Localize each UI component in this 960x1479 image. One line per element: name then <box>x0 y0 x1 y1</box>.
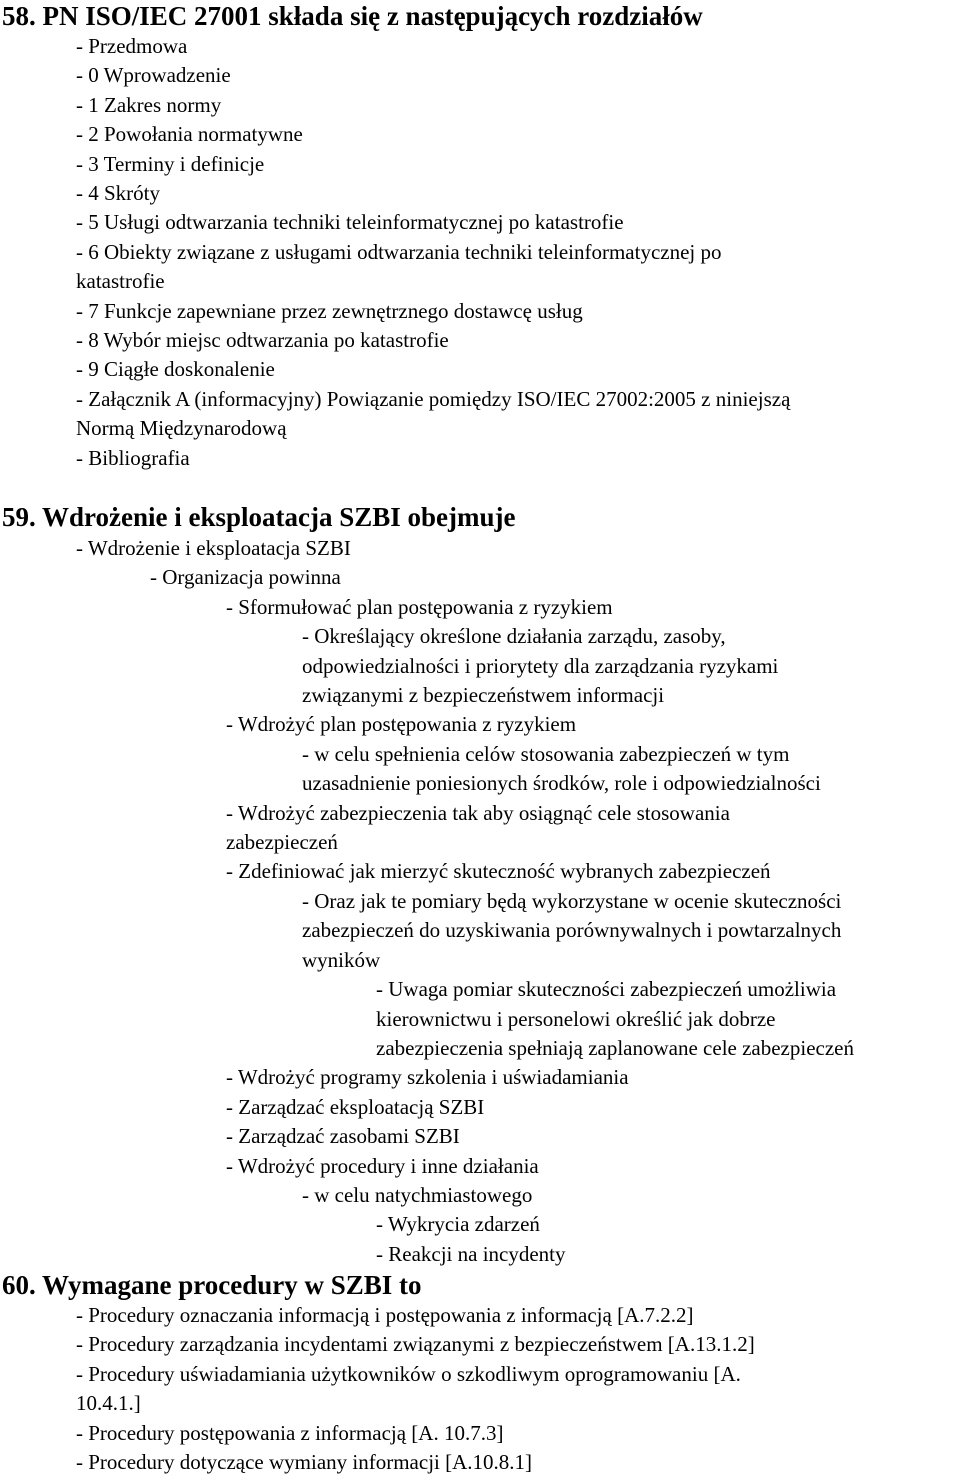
list-item: - Określający określone działania zarządu, zasoby, <box>302 624 726 649</box>
list-item: - Zarządzać eksploatacją SZBI <box>226 1094 485 1119</box>
section-heading: 60. Wymagane procedury w SZBI to <box>2 1270 422 1300</box>
list-item: - 6 Obiekty związane z usługami odtwarzania techniki teleinformatycznej po <box>76 239 722 264</box>
list-item: - Oraz jak te pomiary będą wykorzystane w ocenie skuteczności <box>302 888 842 913</box>
list-item: zabezpieczenia spełniają zaplanowane cele zabezpieczeń <box>376 1035 854 1060</box>
list-item: - Uwaga pomiar skuteczności zabezpieczeń umożliwia <box>376 977 837 1002</box>
list-item: - Procedury zarządzania incydentami związanymi z bezpieczeństwem [A.13.1.2] <box>76 1332 755 1357</box>
list-item: - 7 Funkcje zapewniane przez zewnętrznego dostawcę usług <box>76 298 583 323</box>
list-item: katastrofie <box>76 269 165 294</box>
list-item: 10.4.1.] <box>76 1391 141 1416</box>
list-item: związanymi z bezpieczeństwem informacji <box>302 683 665 708</box>
list-item: - Przedmowa <box>76 34 188 58</box>
section-59 <box>0 502 854 1269</box>
list-item: - 1 Zakres normy <box>76 92 222 117</box>
list-item: - Procedury uświadamiania użytkowników o szkodliwym oprogramowaniu [A. <box>76 1361 741 1386</box>
list-item: - 5 Usługi odtwarzania techniki teleinformatycznej po katastrofie <box>76 210 624 235</box>
list-item: - w celu natychmiastowego <box>302 1182 533 1207</box>
list-item: - 4 Skróty <box>76 181 160 206</box>
list-item: kierownictwu i personelowi określić jak dobrze <box>376 1006 776 1031</box>
list-item: uzasadnienie poniesionych środków, role i odpowiedzialności <box>302 771 821 796</box>
list-item: - Wdrożyć procedury i inne działania <box>226 1153 539 1178</box>
list-item: zabezpieczeń <box>226 830 338 855</box>
list-item: - Procedury dotyczące wymiany informacji [A.10.8.1] <box>76 1450 533 1475</box>
list-item: Normą Międzynarodową <box>76 416 287 441</box>
list-item: - Bibliografia <box>76 445 190 470</box>
list-item: - w celu spełnienia celów stosowania zabezpieczeń w tym <box>302 741 790 766</box>
list-item: - Procedury oznaczania informacją i postępowania z informacją [A.7.2.2] <box>76 1303 694 1327</box>
list-item: - 0 Wprowadzenie <box>76 63 231 88</box>
list-item: - Załącznik A (informacyjny) Powiązanie pomiędzy ISO/IEC 27002:2005 z niniejszą <box>76 386 791 411</box>
list-item: - 9 Ciągłe doskonalenie <box>76 357 275 382</box>
list-item: - Zarządzać zasobami SZBI <box>226 1124 460 1149</box>
list-item: - Wdrożyć plan postępowania z ryzykiem <box>226 712 577 737</box>
section-items <box>0 1301 755 1477</box>
list-item: wyników <box>302 947 381 972</box>
section-items <box>0 534 854 1269</box>
list-item: - Reakcji na incydenty <box>376 1241 566 1266</box>
section-heading: 59. Wdrożenie i eksploatacja SZBI obejmuje <box>2 502 516 532</box>
list-item: - Wdrożenie i eksploatacja SZBI <box>76 536 351 560</box>
list-item: - Procedury postępowania z informacją [A. 10.7.3] <box>76 1420 504 1445</box>
list-item: zabezpieczeń do uzyskiwania porównywalnych i powtarzalnych <box>302 918 842 943</box>
list-item: - Wdrożyć zabezpieczenia tak aby osiągnąć cele stosowania <box>226 800 730 825</box>
list-item: - Zdefiniować jak mierzyć skuteczność wybranych zabezpieczeń <box>226 859 771 884</box>
list-item: - 8 Wybór miejsc odtwarzania po katastrofie <box>76 328 449 353</box>
list-item: - 3 Terminy i definicje <box>76 151 265 176</box>
section-60 <box>0 1270 755 1477</box>
list-item: - Sformułować plan postępowania z ryzykiem <box>226 594 613 619</box>
list-item: odpowiedzialności i priorytety dla zarządzania ryzykami <box>302 653 779 678</box>
list-item: - Wykrycia zdarzeń <box>376 1212 540 1237</box>
section-58 <box>0 0 790 473</box>
section-heading: 58. PN ISO/IEC 27001 składa się z następujących rozdziałów <box>2 1 703 31</box>
section-items <box>0 32 790 473</box>
list-item: - Organizacja powinna <box>150 565 341 590</box>
list-item: - 2 Powołania normatywne <box>76 122 303 147</box>
list-item: - Wdrożyć programy szkolenia i uświadamiania <box>226 1065 629 1090</box>
